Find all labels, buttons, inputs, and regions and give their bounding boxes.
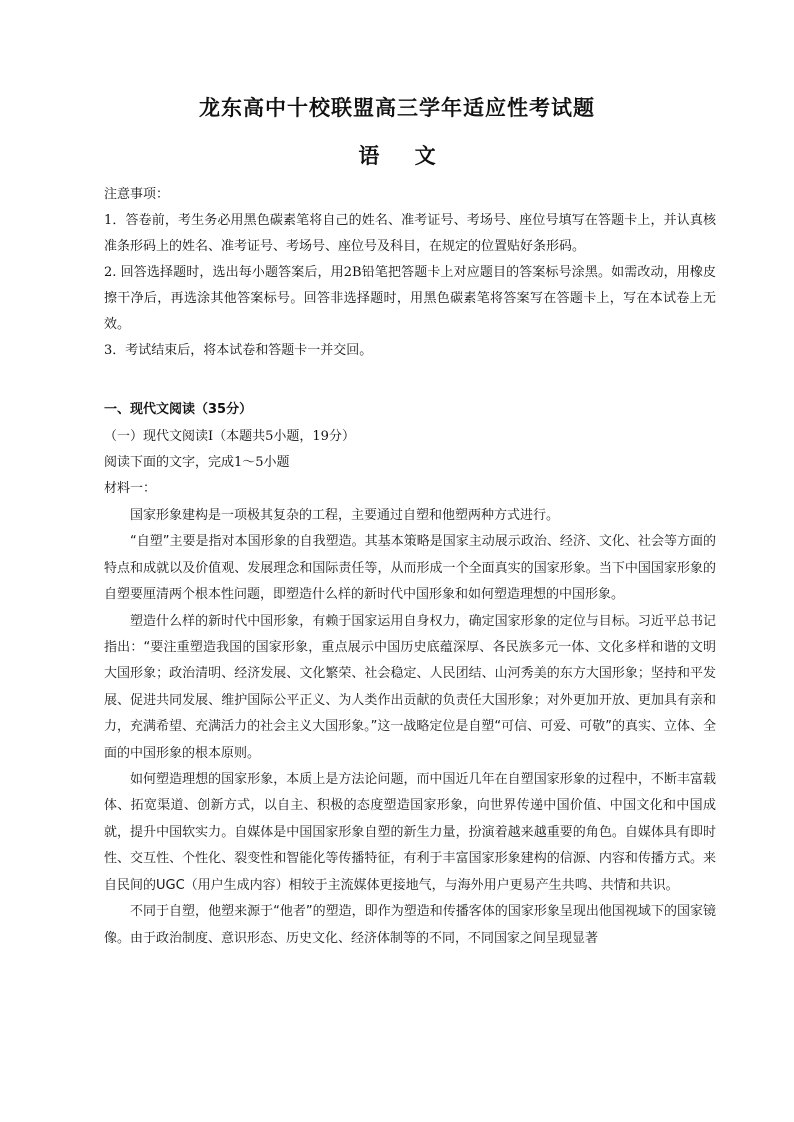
notes-item-3: 3．考试结束后，将本试卷和答题卡一并交回。 [104, 343, 373, 358]
material-one-text [104, 503, 716, 952]
reading-intro [104, 424, 716, 502]
exam-title: 龙东高中十校联盟高三学年适应性考试题 [199, 95, 595, 120]
notes-item-1: 1．答卷前，考生务必用黑色碳素笔将自己的姓名、准考证号、考场号、座位号填写在答题卡上，并认真核准条形码上的姓名、准考证号、考场号、座位号及科目，在规定的位置贴好条形码。 [104, 213, 716, 254]
material-paragraph: “自塑”主要是指对本国形象的自我塑造。其基本策略是国家主动展示政治、经济、文化、社会等方面的特点和成就以及价值观、发展理念和国际责任等，从而形成一个全面真实的国家形象。当下中国国家形象的自塑要厘清两个根本性问题，即塑造什么样的新时代中国形象和如何塑造理想的中国形象。 [104, 534, 716, 603]
notes-block [104, 182, 716, 364]
material-paragraph: 塑造什么样的新时代中国形象，有赖于国家运用自身权力，确定国家形象的定位与目标。习近平总书记指出：“要注重塑造我国的国家形象，重点展示中国历史底蕴深厚、各民族多元一体、文化多样和谐的文明大国形象；政治清明、经济发展、文化繁荣、社会稳定、人民团结、山河秀美的东方大国形象；坚持和平发展、促进共同发展、维护国际公平正义、为人类作出贡献的负责任大国形象；对外更加开放、更加具有亲和力，充满希望、充满活力的社会主义大国形象。”这一战略定位是自塑“可信、可爱、可敬”的真实、立体、全面的中国形象的根本原则。 [104, 613, 716, 761]
notes-heading: 注意事项： [104, 187, 170, 202]
section-heading: 一、现代文阅读（35分） [104, 402, 253, 417]
exam-subject: 语 文 [358, 143, 450, 168]
material-paragraph: 不同于自塑，他塑来源于“他者”的塑造，即作为塑造和传播客体的国家形象呈现出他国视域下的国家镜像。由于政治制度、意识形态、历史文化、经济体制等的不同，不同国家之间呈现显著 [104, 904, 716, 946]
material-label: 材料一： [104, 481, 157, 496]
material-paragraph: 如何塑造理想的国家形象，本质上是方法论问题，而中国近几年在自塑国家形象的过程中，不断丰富载体、拓宽渠道、创新方式，以自主、积极的态度塑造国家形象，向世界传递中国价值、中国文化和中国成就，提升中国软实力。自媒体是中国国家形象自塑的新生力量，扮演着越来越重要的角色。自媒体具有即时性、交互性、个性化、裂变性和智能化等传播特征，有利于丰富国家形象建构的信源、内容和传播方式。来自民间的UGC（用户生成内容）相较于主流媒体更接地气，与海外用户更易产生共鸣、共情和共识。 [104, 772, 716, 893]
reading-sub-heading: （一）现代文阅读Ⅰ（本题共5小题，19分） [104, 429, 355, 444]
reading-instruction: 阅读下面的文字，完成1～5小题 [104, 455, 290, 470]
material-paragraph: 国家形象建构是一项极其复杂的工程，主要通过自塑和他塑两种方式进行。 [130, 508, 560, 523]
notes-item-2: 2. 回答选择题时，选出每小题答案后，用2B铅笔把答题卡上对应题目的答案标号涂黑。如需改动，用橡皮擦干净后，再选涂其他答案标号。回答非选择题时，用黑色碳素笔将答案写在答题卡上，写在本试卷上无效。 [104, 265, 716, 332]
